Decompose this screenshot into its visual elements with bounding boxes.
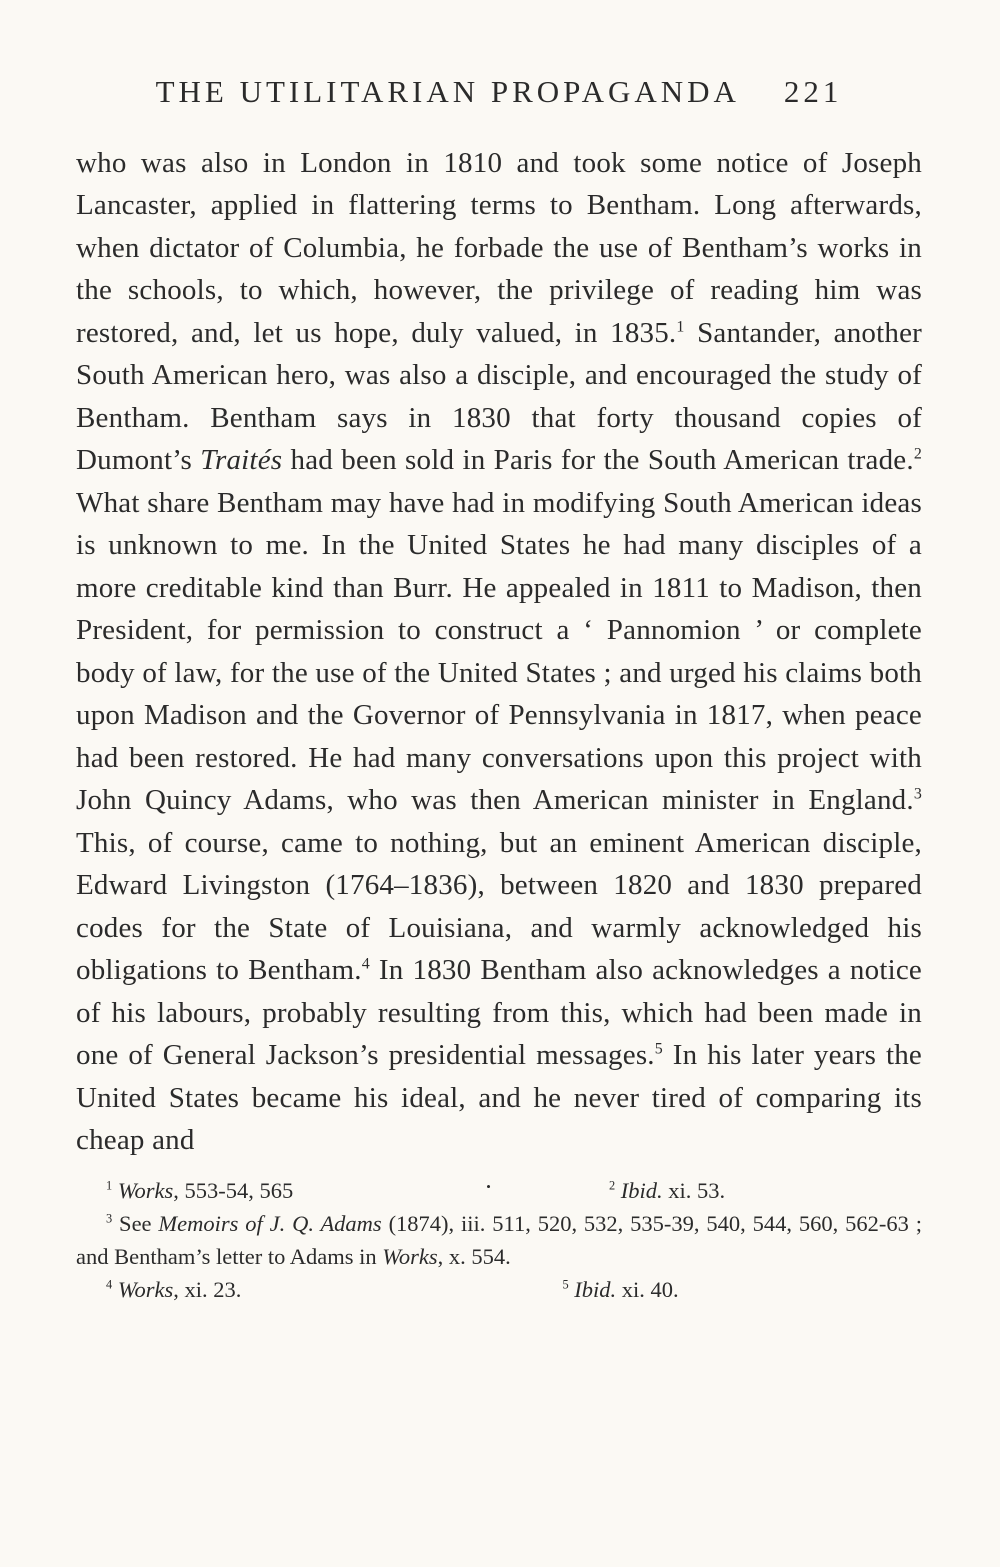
page-title: THE UTILITARIAN PROPAGANDA <box>155 74 740 109</box>
page-header <box>76 74 922 110</box>
footnote-row-1 <box>76 1174 922 1207</box>
page-number: 221 <box>783 74 843 109</box>
footnotes <box>76 1174 922 1306</box>
body-paragraph: who was also in London in 1810 and took some notice of Joseph Lancaster, applied in flattering terms to Bentham. Long afterwards, when dictator of Columbia, he forbade the use of Bentham’s works in the schools, to which, however, the privilege of reading him was restored, and, let us hope, duly valued, in 1835.$^1$ Santander, another South American hero, was also a disciple, and encouraged the study of Bentham. Bentham says in 1830 that forty thousand copies of Dumont’s Traités had been sold in Paris for the South American trade.$^2$ What share Bentham may have had in modifying South American ideas is unknown to me. In the United States he had many disciples of a more creditable kind than Burr. He appealed in 1811 to Madison, then President, for permission to construct a ‘ Pannomion ’ or complete body of law, for the use of the United States ; and urged his claims both upon Madison and the Governor of Pennsylvania in 1817, when peace had been restored. He had many conversations upon this project with John Quincy Adams, who was then American minister in England.$^3$ This, of course, came to nothing, but an eminent American disciple, Edward Livingston (1764–1836), between 1820 and 1830 prepared codes for the State of Louisiana, and warmly acknowledged his obligations to Bentham.$^4$ In 1830 Bentham also acknowledges a notice of his labours, probably resulting from this, which had been made in one of General Jackson’s presidential messages.$^5$ In his later years the United States became his ideal, and he never tired of comparing its cheap and <box>76 147 922 1157</box>
footnote-5: $^5$ Ibid. xi. 40. <box>562 1276 679 1302</box>
footnote-2: $^2$ Ibid. xi. 53. <box>608 1177 726 1203</box>
footnote-1: $^1$ Works, 553-54, 565 <box>106 1177 294 1203</box>
footnote-separator-mark: • <box>486 1178 491 1194</box>
footnote-3: $^3$ See Memoirs of J. Q. Adams (1874), iii. 511, 520, 532, 535-39, 540, 544, 560, 562-63 ; and Bentham’s letter to Adams in Works, x. 554. <box>76 1210 922 1269</box>
footnote-4: $^4$ Works, xi. 23. <box>106 1276 242 1302</box>
footnote-row-3 <box>76 1273 922 1306</box>
